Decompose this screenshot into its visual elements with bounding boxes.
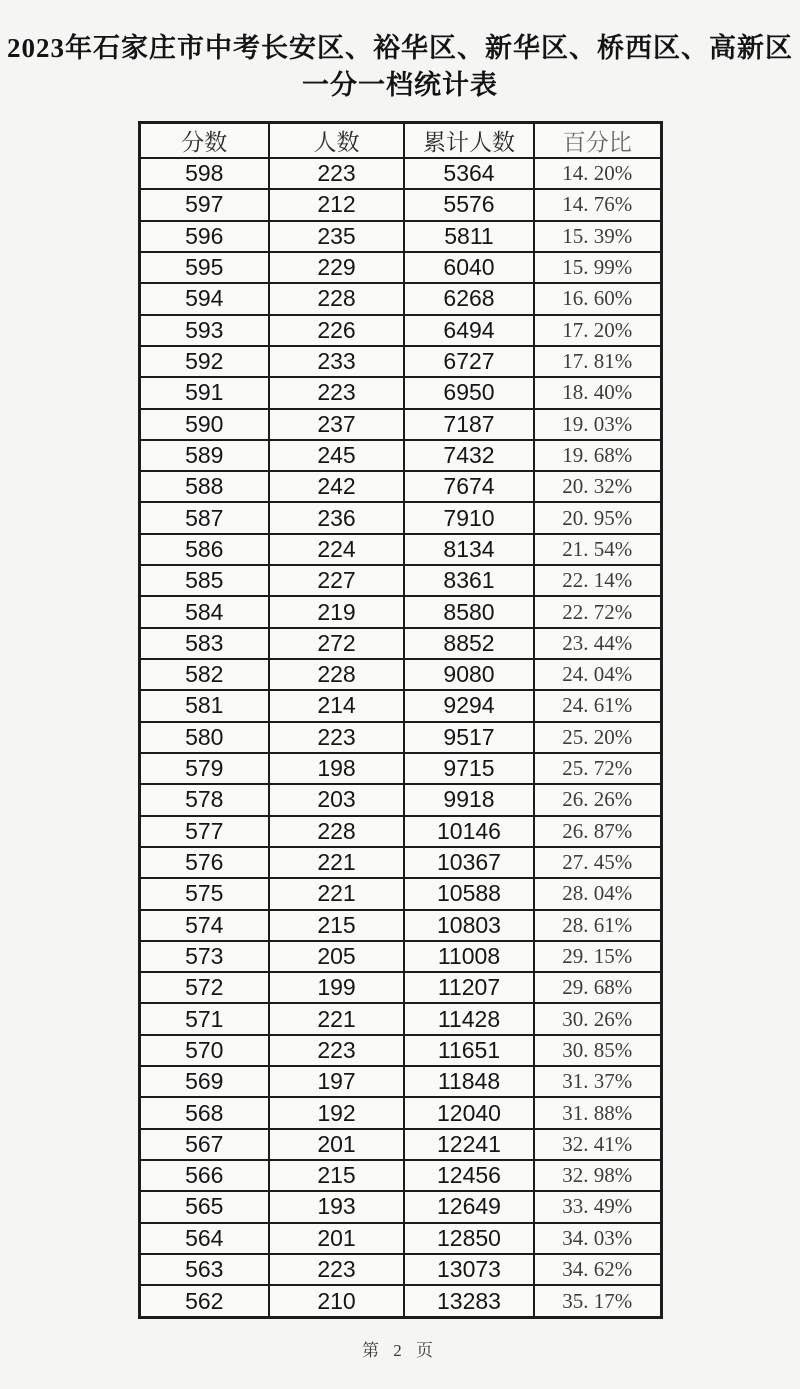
score-cell: 583: [139, 628, 269, 659]
score-cell: 577: [139, 816, 269, 847]
count-cell: 223: [269, 1035, 404, 1066]
table-row: [139, 596, 661, 627]
cumulative-count-cell: 13283: [404, 1285, 534, 1317]
header-count: 人数: [269, 123, 404, 159]
table-row: [139, 315, 661, 346]
score-cell: 581: [139, 690, 269, 721]
cumulative-count-cell: 5576: [404, 189, 534, 220]
score-cell: 570: [139, 1035, 269, 1066]
count-cell: 223: [269, 722, 404, 753]
table-row: [139, 221, 661, 252]
table-row: [139, 659, 661, 690]
header-cumulative-count: 累计人数: [404, 123, 534, 159]
score-cell: 569: [139, 1066, 269, 1097]
table-row: [139, 847, 661, 878]
table-row: [139, 753, 661, 784]
cumulative-count-cell: 10146: [404, 816, 534, 847]
count-cell: 245: [269, 440, 404, 471]
table-row: [139, 565, 661, 596]
percentage-cell: 35. 17%: [534, 1285, 661, 1317]
score-cell: 576: [139, 847, 269, 878]
percentage-cell: 15. 99%: [534, 252, 661, 283]
cumulative-count-cell: 9517: [404, 722, 534, 753]
table-row: [139, 1003, 661, 1034]
percentage-cell: 25. 72%: [534, 753, 661, 784]
percentage-cell: 14. 20%: [534, 158, 661, 189]
percentage-cell: 32. 98%: [534, 1160, 661, 1191]
percentage-cell: 24. 61%: [534, 690, 661, 721]
page-number: 第 2 页: [362, 1341, 438, 1360]
table-row: [139, 1285, 661, 1317]
score-cell: 595: [139, 252, 269, 283]
score-cell: 597: [139, 189, 269, 220]
score-distribution-table: [138, 121, 663, 1319]
count-cell: 221: [269, 1003, 404, 1034]
score-cell: 582: [139, 659, 269, 690]
table-row: [139, 1035, 661, 1066]
percentage-cell: 27. 45%: [534, 847, 661, 878]
header-percentage: 百分比: [534, 123, 661, 159]
count-cell: 201: [269, 1223, 404, 1254]
count-cell: 228: [269, 283, 404, 314]
score-cell: 587: [139, 502, 269, 533]
table-row: [139, 189, 661, 220]
percentage-cell: 29. 68%: [534, 972, 661, 1003]
count-cell: 221: [269, 847, 404, 878]
cumulative-count-cell: 10803: [404, 910, 534, 941]
table-row: [139, 910, 661, 941]
table-row: [139, 440, 661, 471]
percentage-cell: 21. 54%: [534, 534, 661, 565]
cumulative-count-cell: 10367: [404, 847, 534, 878]
cumulative-count-cell: 9715: [404, 753, 534, 784]
table-row: [139, 1191, 661, 1222]
count-cell: 236: [269, 502, 404, 533]
table-row: [139, 252, 661, 283]
percentage-cell: 30. 26%: [534, 1003, 661, 1034]
score-cell: 573: [139, 941, 269, 972]
table-header-row: [139, 123, 661, 159]
cumulative-count-cell: 6040: [404, 252, 534, 283]
count-cell: 205: [269, 941, 404, 972]
percentage-cell: 32. 41%: [534, 1129, 661, 1160]
count-cell: 223: [269, 1254, 404, 1285]
count-cell: 198: [269, 753, 404, 784]
count-cell: 227: [269, 565, 404, 596]
percentage-cell: 20. 95%: [534, 502, 661, 533]
table-row: [139, 346, 661, 377]
score-cell: 574: [139, 910, 269, 941]
table-row: [139, 502, 661, 533]
percentage-cell: 34. 62%: [534, 1254, 661, 1285]
cumulative-count-cell: 9294: [404, 690, 534, 721]
cumulative-count-cell: 8580: [404, 596, 534, 627]
cumulative-count-cell: 11428: [404, 1003, 534, 1034]
cumulative-count-cell: 6268: [404, 283, 534, 314]
table-row: [139, 377, 661, 408]
percentage-cell: 34. 03%: [534, 1223, 661, 1254]
score-cell: 562: [139, 1285, 269, 1317]
percentage-cell: 28. 61%: [534, 910, 661, 941]
score-cell: 580: [139, 722, 269, 753]
table-row: [139, 690, 661, 721]
cumulative-count-cell: 12241: [404, 1129, 534, 1160]
percentage-cell: 14. 76%: [534, 189, 661, 220]
score-cell: 565: [139, 1191, 269, 1222]
percentage-cell: 22. 72%: [534, 596, 661, 627]
count-cell: 228: [269, 659, 404, 690]
table-row: [139, 1254, 661, 1285]
cumulative-count-cell: 10588: [404, 878, 534, 909]
cumulative-count-cell: 6727: [404, 346, 534, 377]
cumulative-count-cell: 8134: [404, 534, 534, 565]
score-cell: 590: [139, 409, 269, 440]
percentage-cell: 16. 60%: [534, 283, 661, 314]
count-cell: 199: [269, 972, 404, 1003]
cumulative-count-cell: 6950: [404, 377, 534, 408]
count-cell: 223: [269, 377, 404, 408]
cumulative-count-cell: 11848: [404, 1066, 534, 1097]
score-cell: 578: [139, 784, 269, 815]
table-row: [139, 471, 661, 502]
percentage-cell: 25. 20%: [534, 722, 661, 753]
cumulative-count-cell: 5364: [404, 158, 534, 189]
count-cell: 237: [269, 409, 404, 440]
count-cell: 192: [269, 1097, 404, 1128]
count-cell: 215: [269, 910, 404, 941]
score-cell: 579: [139, 753, 269, 784]
score-cell: 586: [139, 534, 269, 565]
cumulative-count-cell: 11008: [404, 941, 534, 972]
percentage-cell: 23. 44%: [534, 628, 661, 659]
table-row: [139, 534, 661, 565]
count-cell: 214: [269, 690, 404, 721]
score-cell: 588: [139, 471, 269, 502]
table-row: [139, 628, 661, 659]
percentage-cell: 30. 85%: [534, 1035, 661, 1066]
count-cell: 203: [269, 784, 404, 815]
table-row: [139, 816, 661, 847]
score-cell: 598: [139, 158, 269, 189]
table-row: [139, 1223, 661, 1254]
cumulative-count-cell: 7432: [404, 440, 534, 471]
percentage-cell: 18. 40%: [534, 377, 661, 408]
score-cell: 564: [139, 1223, 269, 1254]
cumulative-count-cell: 7187: [404, 409, 534, 440]
cumulative-count-cell: 7910: [404, 502, 534, 533]
percentage-cell: 17. 81%: [534, 346, 661, 377]
table-row: [139, 283, 661, 314]
table-row: [139, 722, 661, 753]
score-cell: 589: [139, 440, 269, 471]
percentage-cell: 33. 49%: [534, 1191, 661, 1222]
percentage-cell: 22. 14%: [534, 565, 661, 596]
cumulative-count-cell: 12850: [404, 1223, 534, 1254]
score-cell: 571: [139, 1003, 269, 1034]
percentage-cell: 28. 04%: [534, 878, 661, 909]
percentage-cell: 26. 26%: [534, 784, 661, 815]
cumulative-count-cell: 11651: [404, 1035, 534, 1066]
score-cell: 566: [139, 1160, 269, 1191]
count-cell: 223: [269, 158, 404, 189]
cumulative-count-cell: 6494: [404, 315, 534, 346]
cumulative-count-cell: 8361: [404, 565, 534, 596]
percentage-cell: 29. 15%: [534, 941, 661, 972]
count-cell: 212: [269, 189, 404, 220]
cumulative-count-cell: 9080: [404, 659, 534, 690]
percentage-cell: 26. 87%: [534, 816, 661, 847]
percentage-cell: 20. 32%: [534, 471, 661, 502]
count-cell: 228: [269, 816, 404, 847]
table-row: [139, 784, 661, 815]
score-cell: 593: [139, 315, 269, 346]
percentage-cell: 24. 04%: [534, 659, 661, 690]
score-cell: 567: [139, 1129, 269, 1160]
percentage-cell: 31. 88%: [534, 1097, 661, 1128]
table-row: [139, 1160, 661, 1191]
score-cell: 572: [139, 972, 269, 1003]
page-title-line1: 2023年石家庄市中考长安区、裕华区、新华区、桥西区、高新区: [7, 33, 793, 63]
table-row: [139, 1066, 661, 1097]
count-cell: 215: [269, 1160, 404, 1191]
table-row: [139, 1097, 661, 1128]
page-title-line2: 一分一档统计表: [302, 70, 498, 100]
count-cell: 229: [269, 252, 404, 283]
count-cell: 235: [269, 221, 404, 252]
cumulative-count-cell: 8852: [404, 628, 534, 659]
header-score: 分数: [139, 123, 269, 159]
percentage-cell: 19. 03%: [534, 409, 661, 440]
count-cell: 226: [269, 315, 404, 346]
count-cell: 242: [269, 471, 404, 502]
cumulative-count-cell: 12456: [404, 1160, 534, 1191]
cumulative-count-cell: 12040: [404, 1097, 534, 1128]
score-cell: 568: [139, 1097, 269, 1128]
score-cell: 563: [139, 1254, 269, 1285]
percentage-cell: 17. 20%: [534, 315, 661, 346]
score-cell: 584: [139, 596, 269, 627]
cumulative-count-cell: 9918: [404, 784, 534, 815]
score-cell: 585: [139, 565, 269, 596]
count-cell: 201: [269, 1129, 404, 1160]
cumulative-count-cell: 12649: [404, 1191, 534, 1222]
cumulative-count-cell: 13073: [404, 1254, 534, 1285]
table-row: [139, 1129, 661, 1160]
score-cell: 591: [139, 377, 269, 408]
table-row: [139, 878, 661, 909]
cumulative-count-cell: 11207: [404, 972, 534, 1003]
score-cell: 596: [139, 221, 269, 252]
count-cell: 272: [269, 628, 404, 659]
score-cell: 575: [139, 878, 269, 909]
cumulative-count-cell: 7674: [404, 471, 534, 502]
count-cell: 210: [269, 1285, 404, 1317]
page-title: [0, 0, 800, 104]
count-cell: 233: [269, 346, 404, 377]
table-row: [139, 941, 661, 972]
score-cell: 592: [139, 346, 269, 377]
count-cell: 219: [269, 596, 404, 627]
percentage-cell: 19. 68%: [534, 440, 661, 471]
count-cell: 197: [269, 1066, 404, 1097]
count-cell: 221: [269, 878, 404, 909]
table-row: [139, 972, 661, 1003]
table-row: [139, 409, 661, 440]
score-table-body: [139, 158, 661, 1318]
score-cell: 594: [139, 283, 269, 314]
count-cell: 193: [269, 1191, 404, 1222]
percentage-cell: 15. 39%: [534, 221, 661, 252]
cumulative-count-cell: 5811: [404, 221, 534, 252]
count-cell: 224: [269, 534, 404, 565]
percentage-cell: 31. 37%: [534, 1066, 661, 1097]
table-row: [139, 158, 661, 189]
